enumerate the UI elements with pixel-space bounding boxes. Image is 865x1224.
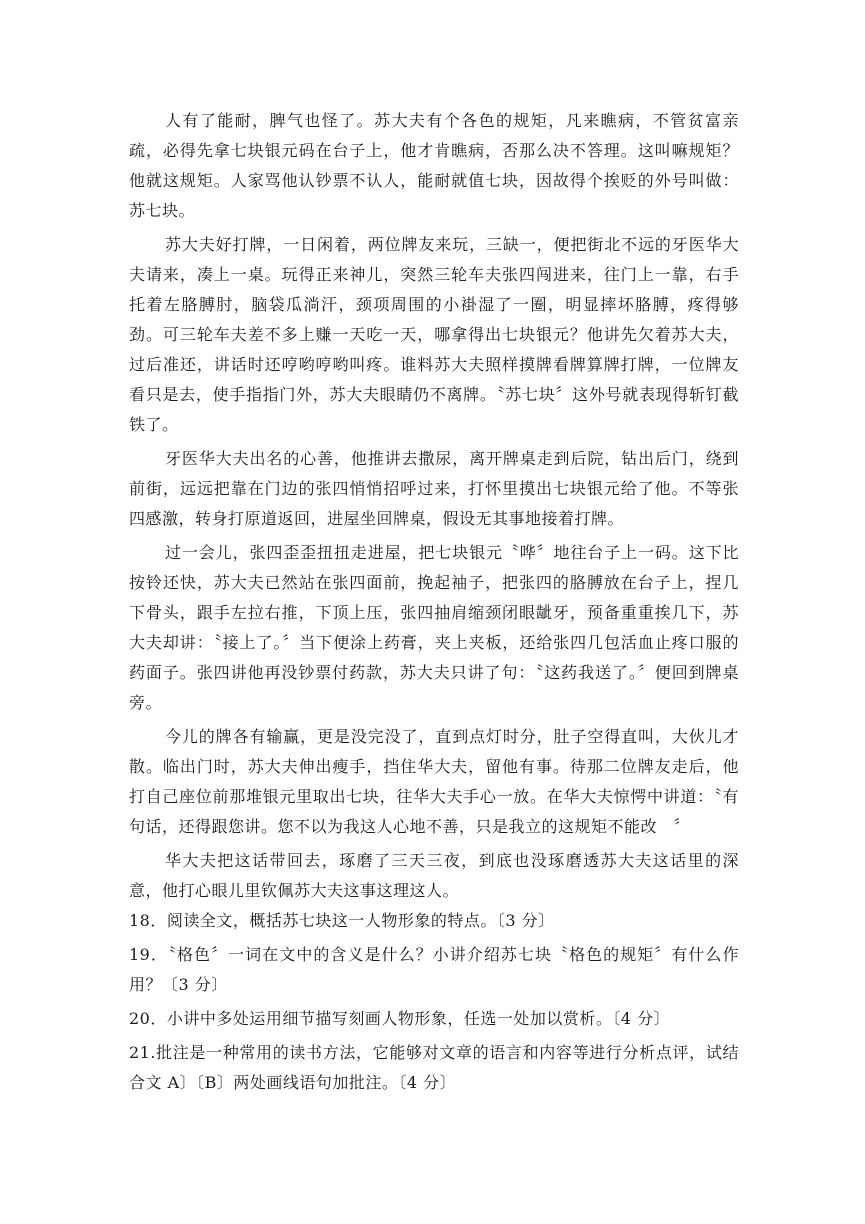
question-21: 21.批注是一种常用的读书方法，它能够对文章的语言和内容等进行分析点评，试结合文 A〕〔B〕两处画线语句加批注。〔4 分〕 bbox=[129, 1043, 739, 1092]
passage-paragraph-4: 过一会儿，张四歪歪扭扭走进屋，把七块银元〝哗〞地往台子上一码。这下比按铃还快，苏大夫已然站在张四面前，挽起袖子，把张四的胳膊放在台子上，捏几下骨头，跟手左拉右推，下顶上压，张四抽肩缩颈闭眼龇牙，预备重重挨几下，苏大夫却讲：〝接上了。〞当下便涂上药膏，夹上夹板，还给张四几包活血止疼口服的药面子。张四讲他再没钞票付药款，苏大夫只讲了句：〝这药我送了。〞便回到牌桌旁。 bbox=[129, 543, 739, 712]
question-20: 20．小讲中多处运用细节描写刻画人物形象，任选一处加以赏析。〔4 分〕 bbox=[129, 1009, 671, 1028]
question-19: 19．〝格色〞一词在文中的含义是什么？小讲介绍苏七块〝格色的规矩〞有什么作用？〔3 分〕 bbox=[129, 945, 739, 994]
passage-paragraph-3: 牙医华大夫出名的心善，他推讲去撒尿，离开牌桌走到后院，钻出后门，绕到前街，远远把靠在门边的张四悄悄招呼过来，打怀里摸出七块银元给了他。不等张四感激，转身打原道返回，进屋坐回牌桌，假设无其事地接着打牌。 bbox=[129, 449, 739, 528]
passage-paragraph-5: 今儿的牌各有输赢，更是没完没了，直到点灯时分，肚子空得直叫，大伙儿才散。临出门时，苏大夫伸出瘦手，挡住华大夫，留他有事。待那二位牌友走后，他打自己座位前那堆银元里取出七块，往华大夫手心一放。在华大夫惊愕中讲道：〝有句话，还得跟您讲。您不以为我这人心地不善，只是我立的这规矩不能改 〞 bbox=[129, 727, 739, 836]
passage-paragraph-2: 苏大夫好打牌，一日闲着，两位牌友来玩，三缺一，便把街北不远的牙医华大夫请来，凑上一桌。玩得正来神儿，突然三轮车夫张四闯进来，往门上一靠，右手托着左胳膊肘，脑袋瓜淌汗，颈项周围的小褂湿了一圈，明显摔坏胳膊，疼得够劲。可三轮车夫差不多上赚一天吃一天，哪拿得出七块银元？他讲先欠着苏大夫，过后准还，讲话时还哼哟哼哟叫疼。谁料苏大夫照样摸牌看牌算牌打牌，一位牌友看只是去，使手指指门外，苏大夫眼睛仍不离牌。〝苏七块〞这外号就表现得斩钉截铁了。 bbox=[129, 235, 739, 434]
document-content bbox=[129, 106, 739, 1098]
question-list bbox=[129, 906, 739, 1098]
question-18: 18．阅读全文，概括苏七块这一人物形象的特点。〔3 分〕 bbox=[129, 911, 555, 930]
passage-paragraph-6: 华大夫把这话带回去，琢磨了三天三夜，到底也没琢磨透苏大夫这话里的深意，他打心眼儿里钦佩苏大夫这事这理这人。 bbox=[129, 851, 739, 900]
passage-paragraph-1: 人有了能耐，脾气也怪了。苏大夫有个各色的规矩，凡来瞧病，不管贫富亲疏，必得先拿七块银元码在台子上，他才肯瞧病，否那么决不答理。这叫嘛规矩？他就这规矩。人家骂他认钞票不认人，能耐就值七块，因故得个挨贬的外号叫做：苏七块。 bbox=[129, 111, 739, 220]
passage bbox=[129, 106, 739, 906]
